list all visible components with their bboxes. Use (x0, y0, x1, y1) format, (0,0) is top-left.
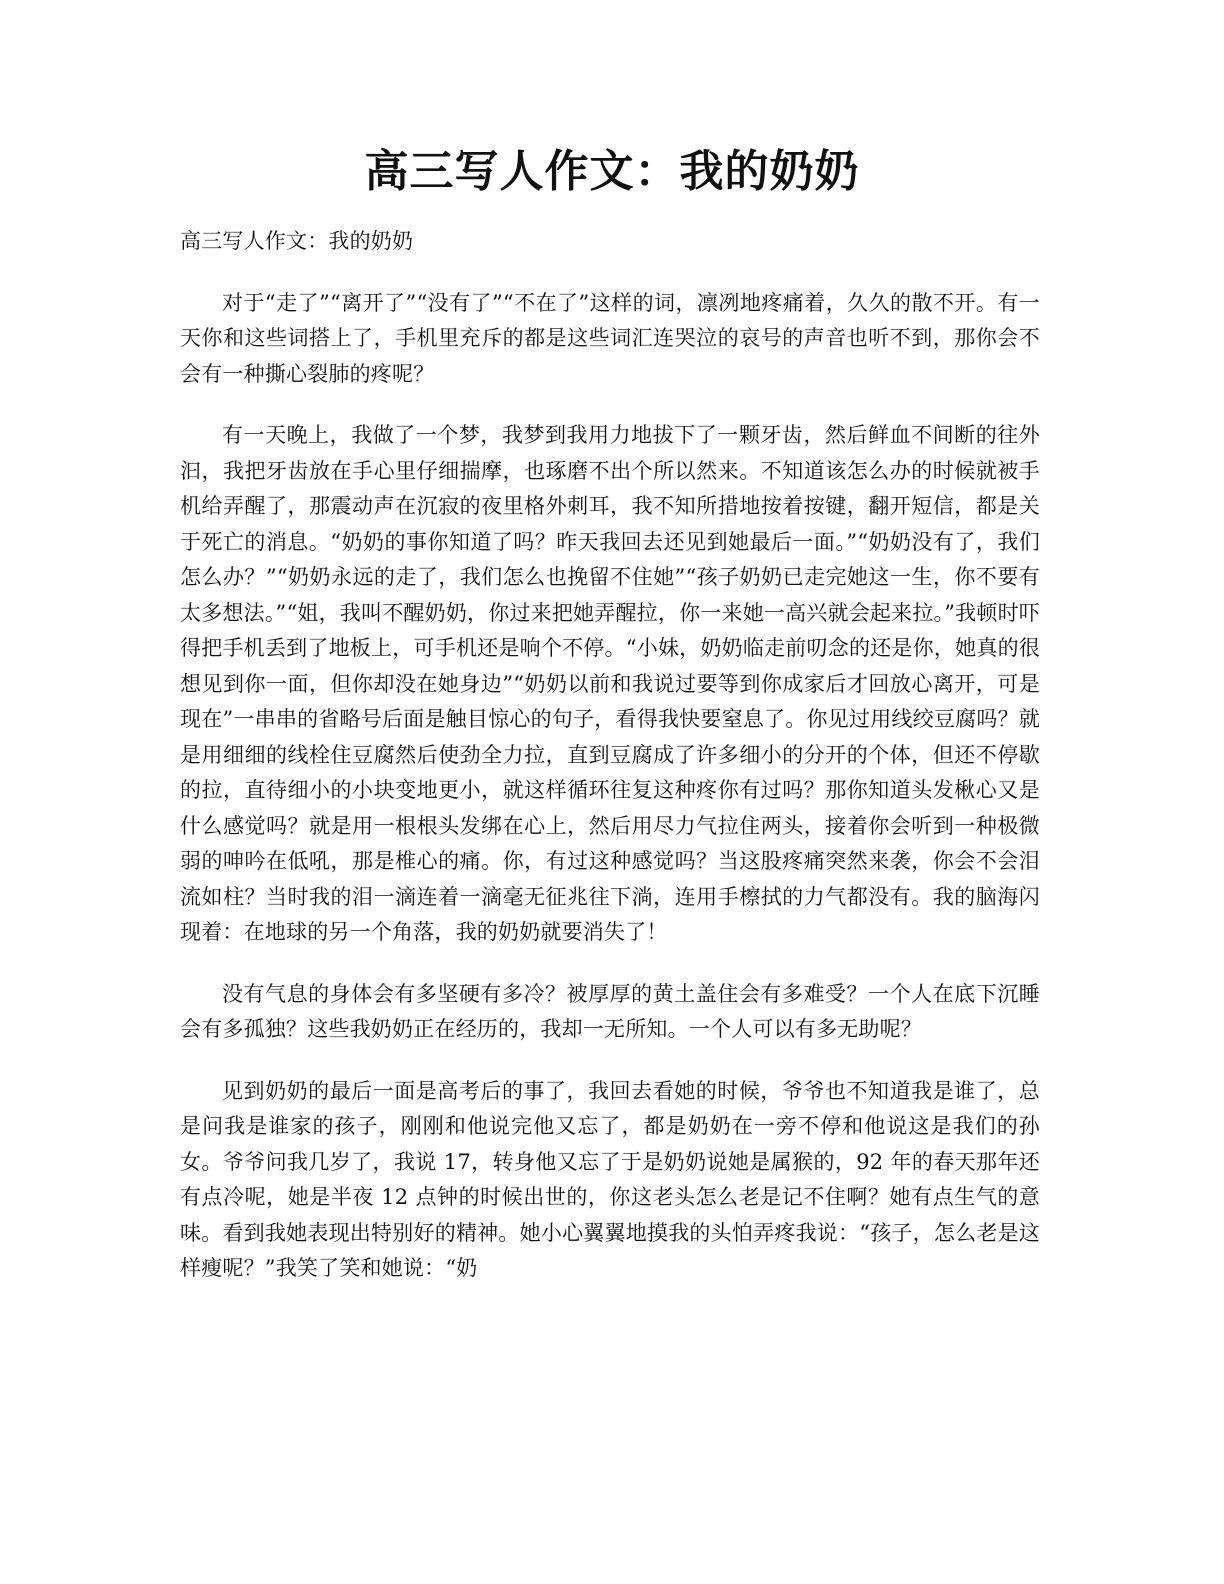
document-subtitle: 高三写人作文：我的奶奶 (180, 229, 414, 253)
paragraph-3: 没有气息的身体会有多坚硬有多冷？被厚厚的黄土盖住会有多难受？一个人在底下沉睡会有多孤独？这些我奶奶正在经历的，我却一无所知。一个人可以有多无助呢？ (180, 981, 1040, 1041)
document-body (180, 224, 1040, 1313)
paragraph-2: 有一天晚上，我做了一个梦，我梦到我用力地拔下了一颗牙齿，然后鲜血不间断的往外汩，我把牙齿放在手心里仔细揣摩，也琢磨不出个所以然来。不知道该怎么办的时候就被手机给弄醒了，那震动声在沉寂的夜里格外刺耳，我不知所措地按着按键，翻开短信，都是关于死亡的消息。“奶奶的事你知道了吗？昨天我回去还见到她最后一面。”“奶奶没有了，我们怎么办？”“奶奶永远的走了，我们怎么也挽留不住她”“孩子奶奶已走完她这一生，你不要有太多想法。”“姐，我叫不醒奶奶，你过来把她弄醒拉，你一来她一高兴就会起来拉。”我顿时吓得把手机丢到了地板上，可手机还是响个不停。“小妹，奶奶临走前叨念的还是你，她真的很想见到你一面，但你却没在她身边”“奶奶以前和我说过要等到你成家后才回放心离开，可是现在”一串串的省略号后面是触目惊心的句子，看得我快要窒息了。你见过用线绞豆腐吗？就是用细细的线栓住豆腐然后使劲全力拉，直到豆腐成了许多细小的分开的个体，但还不停歇的拉，直待细小的小块变地更小，就这样循环往复这种疼你有过吗？那你知道头发楸心又是什么感觉吗？就是用一根根头发绑在心上，然后用尽力气拉住两头，接着你会听到一种极微弱的呻吟在低吼，那是椎心的痛。你，有过这种感觉吗？当这股疼痛突然来袭，你会不会泪流如柱？当时我的泪一滴连着一滴毫无征兆往下淌，连用手檫拭的力气都没有。我的脑海闪现着：在地球的另一个角落，我的奶奶就要消失了！ (180, 423, 1040, 944)
paragraph-1: 对于“走了”“离开了”“没有了”“不在了”这样的词，凛冽地疼痛着，久久的散不开。有一天你和这些词搭上了，手机里充斥的都是这些词汇连哭泣的哀号的声音也听不到，那你会不会有一种撕心裂肺的疼呢？ (180, 290, 1040, 386)
document-title: 高三写人作文：我的奶奶 (364, 146, 860, 197)
paragraph-4: 见到奶奶的最后一面是高考后的事了，我回去看她的时候，爷爷也不知道我是谁了，总是问我是谁家的孩子，刚刚和他说完他又忘了，都是奶奶在一旁不停和他说这是我们的孙女。爷爷问我几岁了，我说 17，转身他又忘了于是奶奶说她是属猴的，92 年的春天那年还有点冷呢，她是半夜 12 点钟的时候出世的，你这老头怎么老是记不住啊？她有点生气的意味。看到我她表现出特别好的精神。她小心翼翼地摸我的头怕弄疼我说：“孩子，怎么老是这样瘦呢？”我笑了笑和她说：“奶 (180, 1078, 1040, 1280)
